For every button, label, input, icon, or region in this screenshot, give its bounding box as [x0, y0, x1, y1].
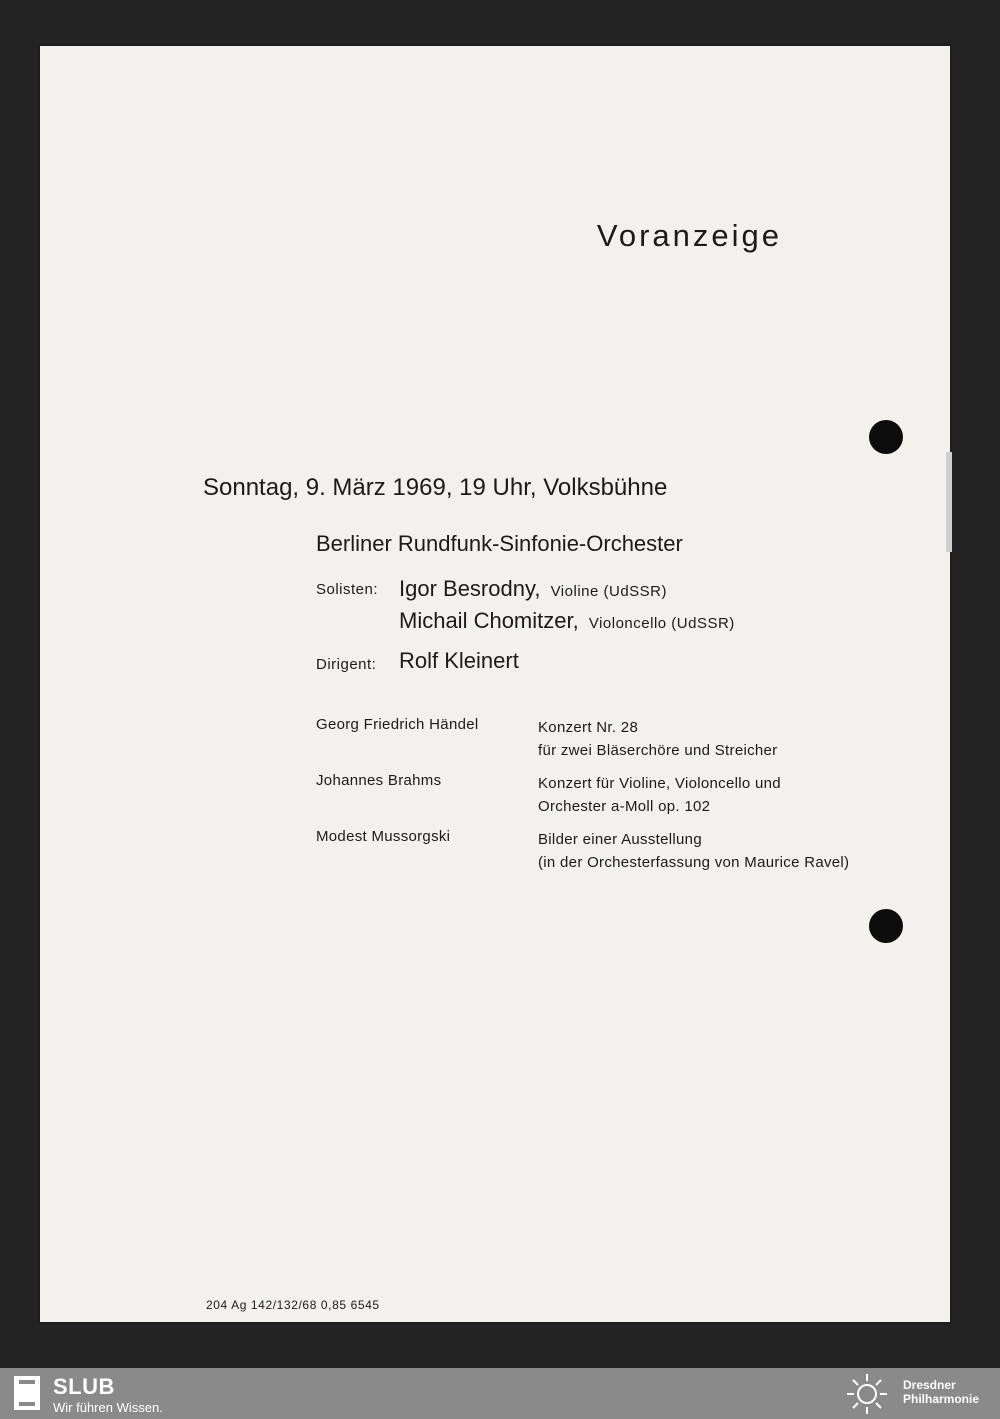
footer-bar	[0, 1368, 1000, 1419]
conductor-label: Dirigent:	[316, 656, 377, 673]
conductor-name: Rolf Kleinert	[399, 648, 519, 673]
work-title: Konzert Nr. 28 für zwei Bläserchöre und Streicher	[538, 719, 778, 759]
page-title: Voranzeige	[596, 218, 782, 253]
dresdner-philharmonie-logo-icon	[842, 1373, 892, 1415]
program-item	[316, 772, 896, 828]
soloists-label: Solisten:	[316, 581, 379, 598]
soloist-1	[399, 576, 667, 602]
work-title: Konzert für Violine, Violoncello und Orchester a-Moll op. 102	[538, 775, 781, 815]
orchestra-name: Berliner Rundfunk-Sinfonie-Orchester	[316, 531, 683, 556]
composer: Johannes Brahms	[316, 772, 442, 789]
program-page	[40, 46, 950, 1322]
event-date-venue: Sonntag, 9. März 1969, 19 Uhr, Volksbühne	[203, 474, 668, 501]
program-item	[316, 716, 896, 772]
print-code: 204 Ag 142/132/68 0,85 6545	[206, 1298, 380, 1312]
soloist-2	[399, 608, 735, 634]
soloist-role: Violoncello (UdSSR)	[588, 615, 735, 632]
program-list	[316, 716, 896, 884]
work-title: Bilder einer Ausstellung (in der Orchesterfassung von Maurice Ravel)	[538, 831, 850, 871]
slub-name: SLUB	[53, 1374, 115, 1399]
slub-logo-icon	[14, 1376, 40, 1410]
soloist-name: Igor Besrodny,	[399, 576, 541, 601]
punch-hole-bottom	[869, 909, 903, 943]
slub-tagline: Wir führen Wissen.	[53, 1400, 163, 1415]
partner-name: Dresdner Philharmonie	[903, 1378, 980, 1406]
page-edge-tab	[946, 452, 952, 552]
soloist-role: Violine (UdSSR)	[550, 583, 668, 600]
program-item	[316, 828, 896, 884]
composer: Modest Mussorgski	[316, 828, 451, 845]
composer: Georg Friedrich Händel	[316, 716, 479, 733]
soloist-name: Michail Chomitzer,	[399, 608, 579, 633]
punch-hole-top	[869, 420, 903, 454]
